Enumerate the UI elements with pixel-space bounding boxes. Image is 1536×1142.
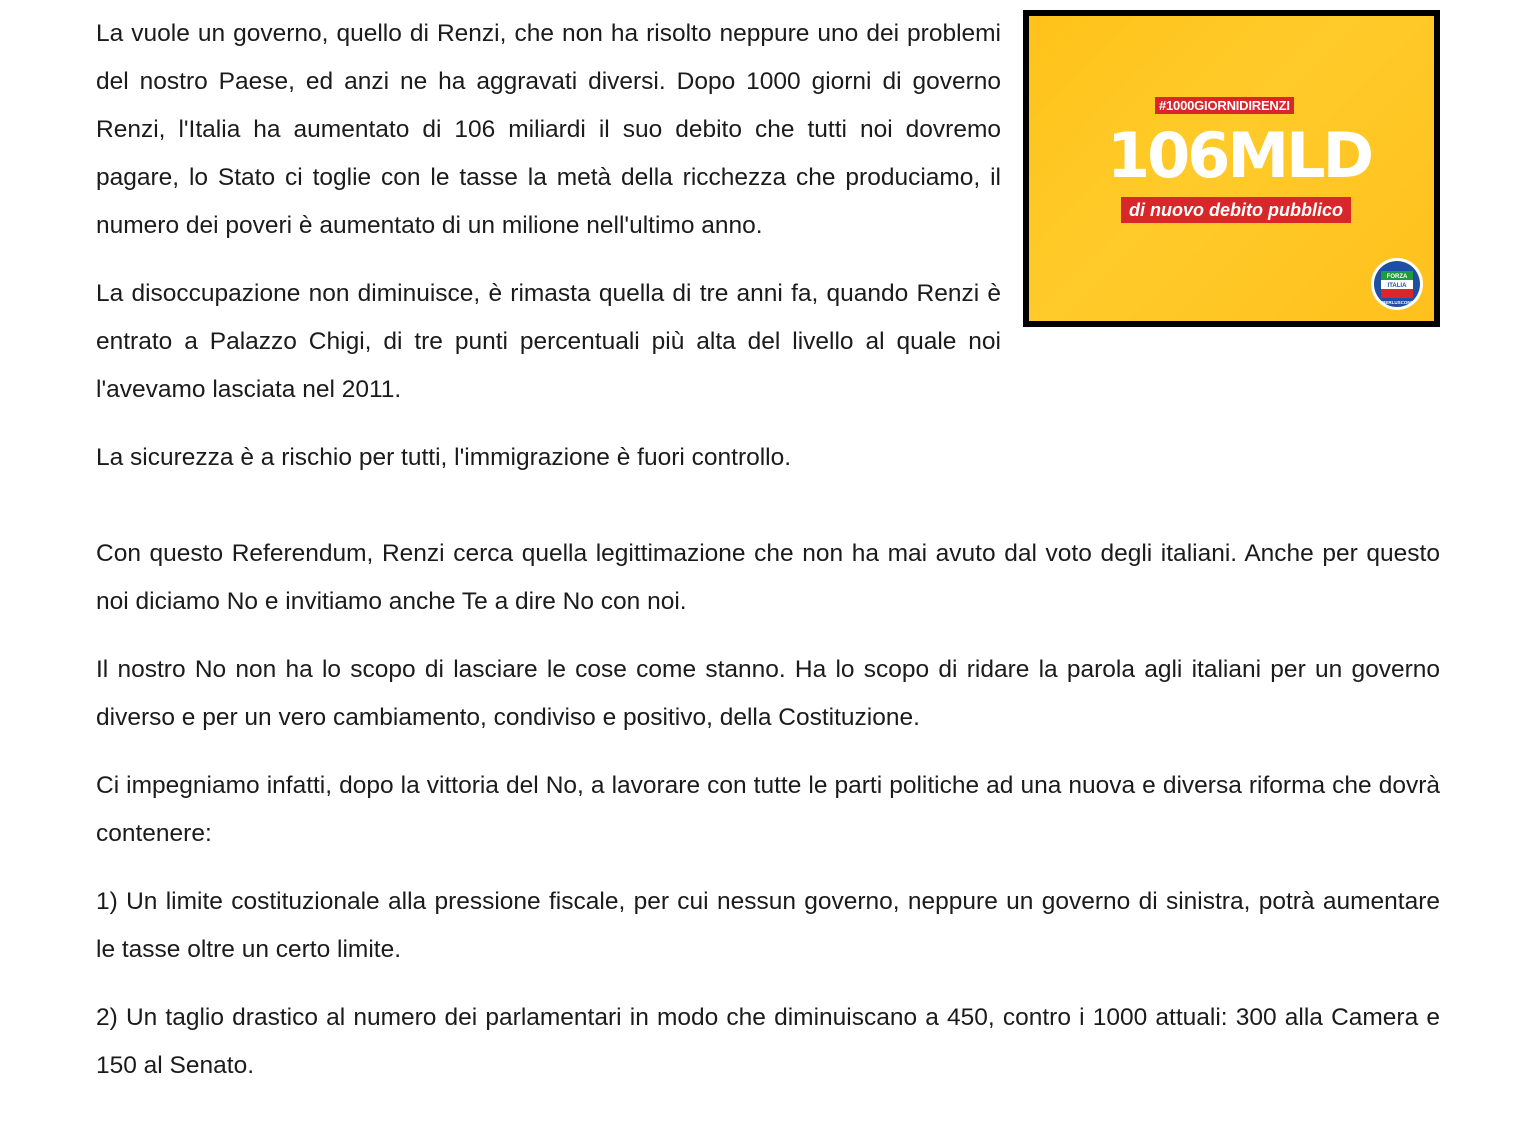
campaign-banner-image (1023, 10, 1440, 327)
forza-italia-logo-icon (1370, 257, 1424, 311)
paragraph-commitment: Ci impegniamo infatti, dopo la vittoria del No, a lavorare con tutte le parti politiche ad una nuova e diversa riforma che dovrà contenere: (96, 772, 1440, 847)
banner-hashtag: #1000GIORNIDIRENZI (1155, 97, 1294, 114)
paragraph-unemployment: La disoccupazione non diminuisce, è rimasta quella di tre anni fa, quando Renzi è entrato a Palazzo Chigi, di tre punti percentuali più alta del livello al quale noi l'avevamo lasciata nel 2011. (96, 280, 1001, 403)
paragraph-our-no: Il nostro No non ha lo scopo di lasciare le cose come stanno. Ha lo scopo di ridare la parola agli italiani per un governo diverso e per un vero cambiamento, condiviso e positivo, della Costituzione. (96, 656, 1440, 731)
svg-text:ITALIA: ITALIA (1387, 283, 1407, 289)
paragraph-referendum: Con questo Referendum, Renzi cerca quella legittimazione che non ha mai avuto dal voto degli italiani. Anche per questo noi diciamo No e invitiamo anche Te a dire No con noi. (96, 540, 1440, 615)
svg-text:FORZA: FORZA (1386, 274, 1408, 280)
paragraph-security: La sicurezza è a rischio per tutti, l'immigrazione è fuori controllo. (96, 444, 792, 471)
list-item-tax-limit: 1) Un limite costituzionale alla pressione fiscale, per cui nessun governo, neppure un governo di sinistra, potrà aumentare le tasse oltre un certo limite. (96, 888, 1440, 963)
paragraph-renzi-government: La vuole un governo, quello di Renzi, che non ha risolto neppure uno dei problemi del nostro Paese, ed anzi ne ha aggravati diversi. Dopo 1000 giorni di governo Renzi, l'Italia ha aumentato di 106 miliardi il suo debito che tutti noi dovremo pagare, lo Stato ci toglie con le tasse la metà della ricchezza che produciamo, il numero dei poveri è aumentato di un milione nell'ultimo anno. (96, 20, 1001, 239)
banner-subline: di nuovo debito pubblico (1121, 197, 1351, 223)
banner-headline: 106MLD (1106, 119, 1372, 192)
svg-text:BERLUSCONI: BERLUSCONI (1382, 300, 1412, 305)
document-body (96, 10, 1440, 1110)
list-item-parliament-cut: 2) Un taglio drastico al numero dei parlamentari in modo che diminuiscano a 450, contro i 1000 attuali: 300 alla Camera e 150 al Senato. (96, 1004, 1440, 1079)
